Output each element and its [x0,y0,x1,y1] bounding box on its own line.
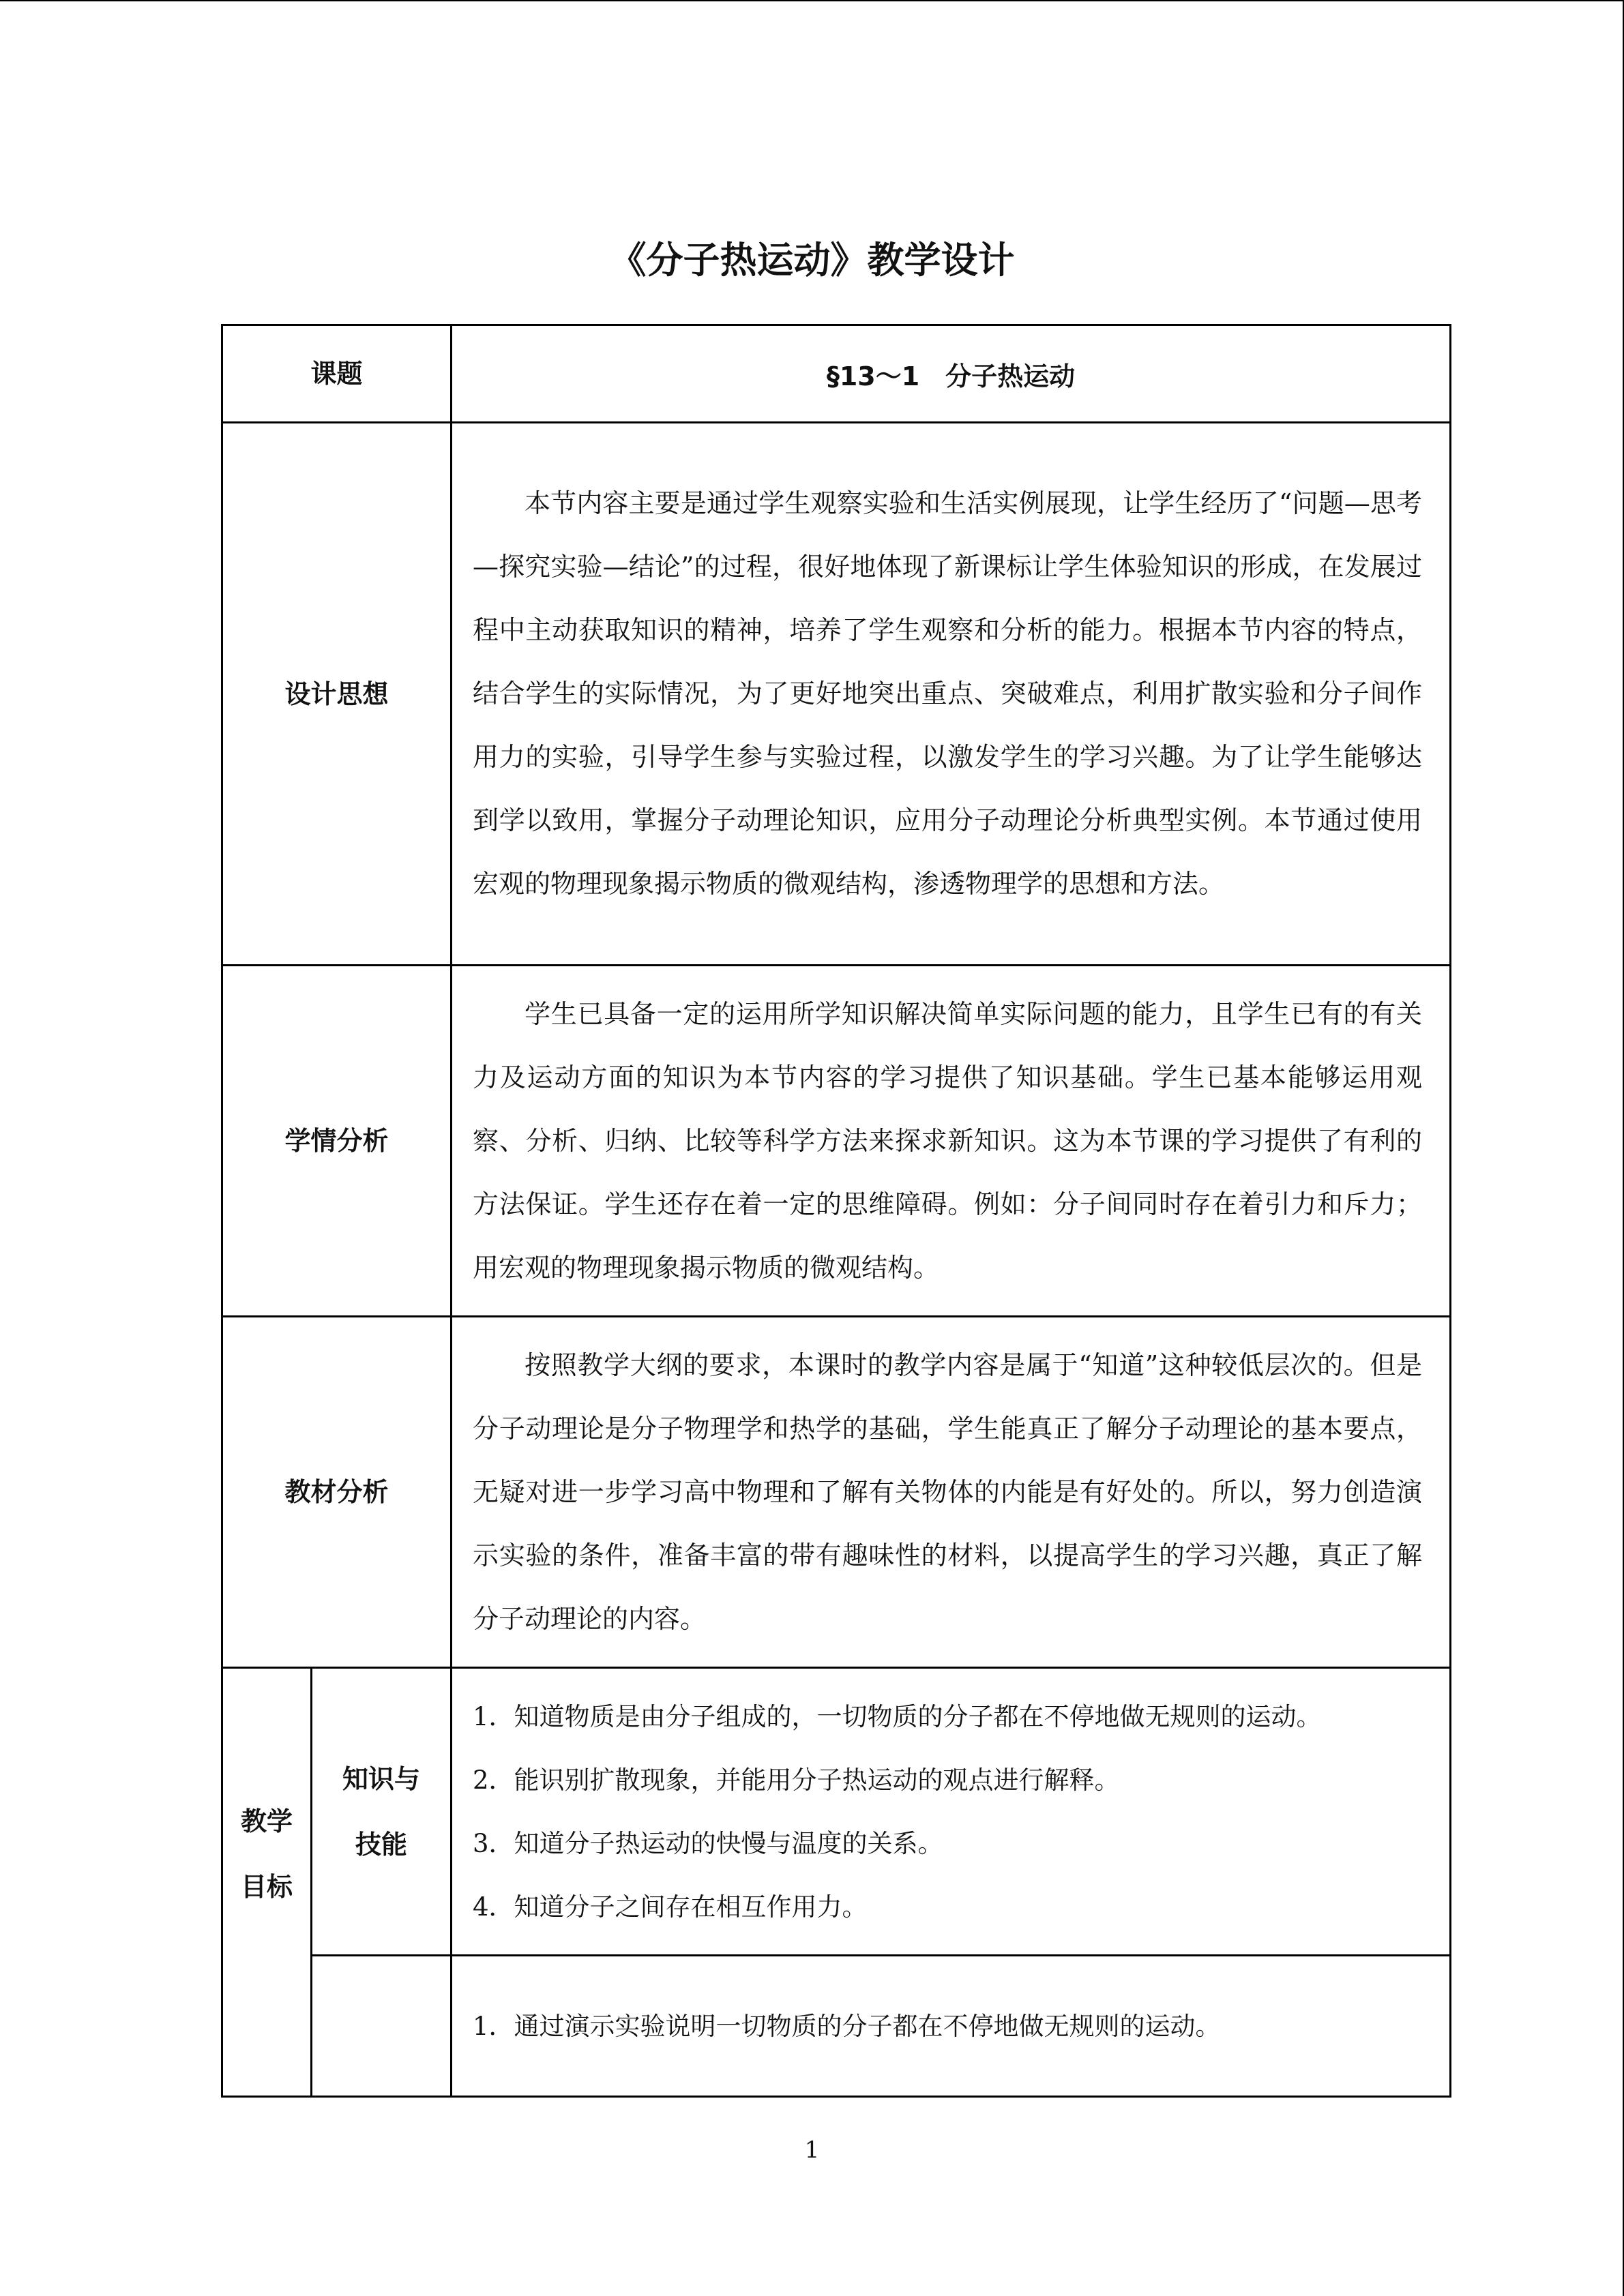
list-item: 1．通过演示实验说明一切物质的分子都在不停地做无规则的运动。 [473,2011,1221,2041]
process-methods-row [222,1956,1451,2097]
design-idea-label: 设计思想 [222,423,452,966]
list-item: 4．知道分子之间存在相互作用力。 [473,1892,868,1922]
process-methods-cell [452,1956,1451,2097]
lesson-plan-table [221,324,1451,2098]
design-idea-row [222,423,1451,966]
student-analysis-row [222,966,1451,1317]
teaching-goals-label-line2: 目标 [240,1872,293,1902]
knowledge-skills-row [222,1668,1451,1956]
document-title: 《分子热运动》教学设计 [609,239,1015,282]
material-analysis-label: 教材分析 [222,1317,452,1668]
material-analysis-row [222,1317,1451,1668]
topic-label: 课题 [222,325,452,423]
knowledge-skills-list [452,1685,1449,1939]
knowledge-skills-label [312,1668,452,1956]
student-analysis-label: 学情分析 [222,966,452,1317]
design-idea-text: 本节内容主要是通过学生观察实验和生活实例展现，让学生经历了“问题—思考—探究实验—结论”的过程，很好地体现了新课标让学生体验知识的形成，在发展过程中主动获取知识的精神，培养了学生观察和分析的能力。根据本节内容的特点，结合学生的实际情况，为了更好地突出重点、突破难点，利用扩散实验和分子间作用力的实验，引导学生参与实验过程，以激发学生的学习兴趣。为了让学生能够达到学以致用，掌握分子动理论知识，应用分子动理论分析典型实例。本节通过使用宏观的物理现象揭示物质的微观结构，渗透物理学的思想和方法。 [473,488,1423,899]
topic-row [222,325,1451,423]
page-number: 1 [804,2136,820,2164]
list-item: 3．知道分子热运动的快慢与温度的关系。 [473,1828,943,1858]
student-analysis-cell [452,966,1451,1317]
knowledge-skills-label-line1: 知识与 [342,1763,421,1794]
list-item: 1．知道物质是由分子组成的，一切物质的分子都在不停地做无规则的运动。 [473,1701,1322,1731]
design-idea-cell [452,423,1451,966]
student-analysis-text: 学生已具备一定的运用所学知识解决简单实际问题的能力，且学生已有的有关力及运动方面的知识为本节内容的学习提供了知识基础。学生已基本能够运用观察、分析、归纳、比较等科学方法来探求新知识。这为本节课的学习提供了有利的方法保证。学生还存在着一定的思维障碍。例如：分子间同时存在着引力和斥力；用宏观的物理现象揭示物质的微观结构。 [473,998,1423,1283]
process-methods-label [312,1956,452,2097]
knowledge-skills-label-line2: 技能 [355,1829,408,1860]
list-item: 2．能识别扩散现象，并能用分子热运动的观点进行解释。 [473,1765,1120,1795]
material-analysis-cell [452,1317,1451,1668]
process-methods-list [452,1995,1449,2058]
teaching-goals-label-line1: 教学 [240,1806,293,1836]
knowledge-skills-cell [452,1668,1451,1956]
material-analysis-text: 按照教学大纲的要求，本课时的教学内容是属于“知道”这种较低层次的。但是分子动理论是分子物理学和热学的基础，学生能真正了解分子动理论的基本要点，无疑对进一步学习高中物理和了解有关物体的内能是有好处的。所以，努力创造演示实验的条件，准备丰富的带有趣味性的材料，以提高学生的学习兴趣，真正了解分子动理论的内容。 [473,1350,1423,1634]
teaching-goals-label [222,1668,312,2097]
topic-value: §13～1 分子热运动 [452,325,1451,423]
